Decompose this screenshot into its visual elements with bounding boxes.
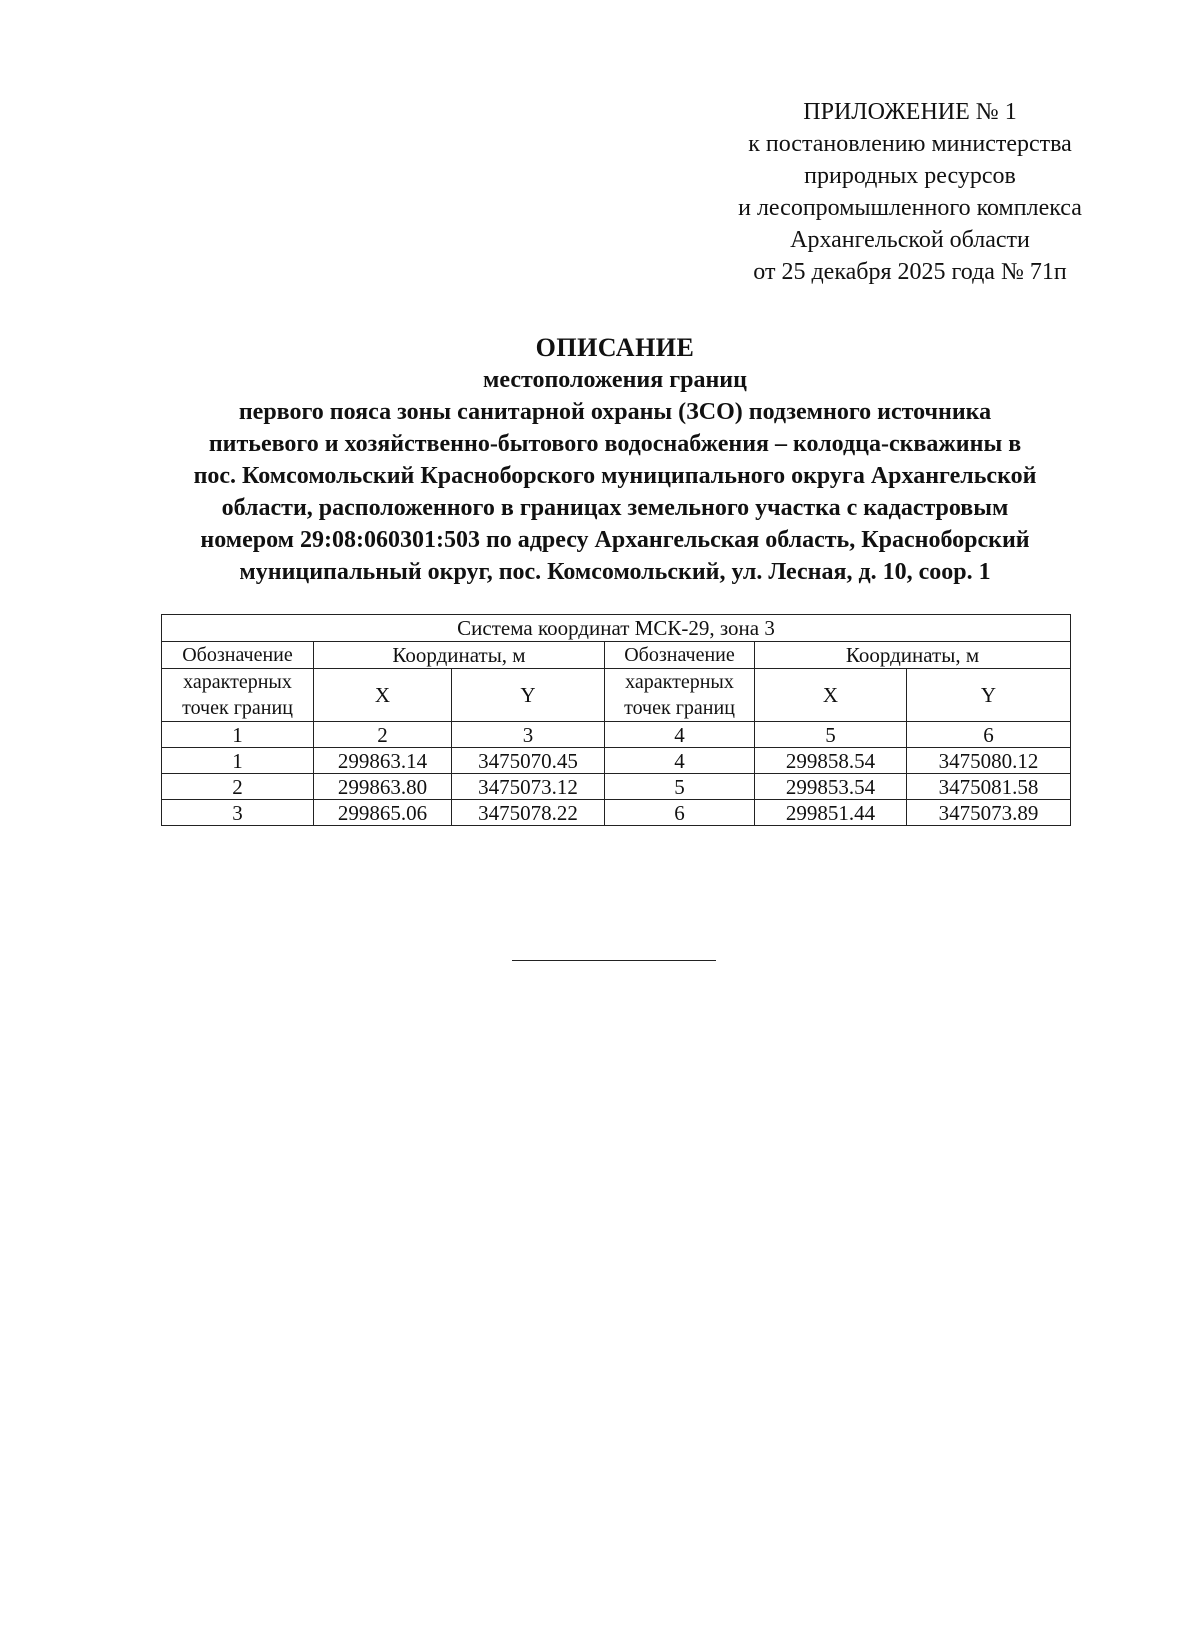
title-line: пос. Комсомольский Красноборского муниципального округа Архангельской [193,463,1037,489]
table-row [162,748,1071,774]
x-value: 299863.14 [314,748,452,774]
designation-header-rest [605,669,755,722]
point-designation: 6 [605,800,755,826]
column-number: 4 [605,722,755,748]
appendix-number: ПРИЛОЖЕНИЕ № 1 [803,99,1017,125]
appendix-line: Архангельской области [790,227,1030,253]
designation-header-mid: характерных [625,671,734,693]
point-designation: 4 [605,748,755,774]
appendix-line: и лесопромышленного комплекса [738,195,1082,221]
column-number: 2 [314,722,452,748]
title-line: номером 29:08:060301:503 по адресу Архангельская область, Красноборский [200,527,1030,553]
y-header: Y [452,669,605,722]
end-of-document-rule [512,960,716,961]
table-system-row [162,615,1071,642]
y-value: 3475080.12 [907,748,1071,774]
coordinates-table [161,614,1071,826]
table-header-row [162,669,1071,722]
point-designation: 5 [605,774,755,800]
designation-header-rest [162,669,314,722]
y-value: 3475081.58 [907,774,1071,800]
designation-header-top: Обозначение [605,642,755,669]
x-value: 299865.06 [314,800,452,826]
y-value: 3475078.22 [452,800,605,826]
table-row [162,774,1071,800]
designation-header-mid: характерных [183,671,292,693]
column-number: 1 [162,722,314,748]
x-value: 299863.80 [314,774,452,800]
coords-header: Координаты, м [314,642,605,669]
y-header: Y [907,669,1071,722]
x-header: X [314,669,452,722]
y-value: 3475073.89 [907,800,1071,826]
x-value: 299853.54 [755,774,907,800]
designation-header-bottom: точек границ [624,697,735,719]
coords-header: Координаты, м [755,642,1071,669]
x-header: X [755,669,907,722]
y-value: 3475070.45 [452,748,605,774]
appendix-date: от 25 декабря 2025 года № 71п [753,259,1067,285]
title-line: муниципальный округ, пос. Комсомольский, ул. Лесная, д. 10, соор. 1 [239,559,991,585]
column-number-row [162,722,1071,748]
title-line: местоположения границ [483,367,747,393]
title-line: области, расположенного в границах земельного участка с кадастровым [221,495,1009,521]
document-title [40,332,1190,588]
title-heading: ОПИСАНИЕ [535,333,695,362]
table-header-row [162,642,1071,669]
table-row [162,800,1071,826]
title-line: питьевого и хозяйственно-бытового водоснабжения – колодца-скважины в [208,431,1022,457]
point-designation: 2 [162,774,314,800]
title-line: первого пояса зоны санитарной охраны (ЗСО) подземного источника [238,399,992,425]
appendix-header [690,96,1130,288]
appendix-line: к постановлению министерства [748,131,1072,157]
column-number: 6 [907,722,1071,748]
y-value: 3475073.12 [452,774,605,800]
column-number: 3 [452,722,605,748]
coordinate-system-caption: Система координат МСК-29, зона 3 [162,615,1071,642]
designation-header-top: Обозначение [162,642,314,669]
x-value: 299851.44 [755,800,907,826]
column-number: 5 [755,722,907,748]
x-value: 299858.54 [755,748,907,774]
designation-header-bottom: точек границ [182,697,293,719]
appendix-line: природных ресурсов [804,163,1016,189]
point-designation: 1 [162,748,314,774]
point-designation: 3 [162,800,314,826]
